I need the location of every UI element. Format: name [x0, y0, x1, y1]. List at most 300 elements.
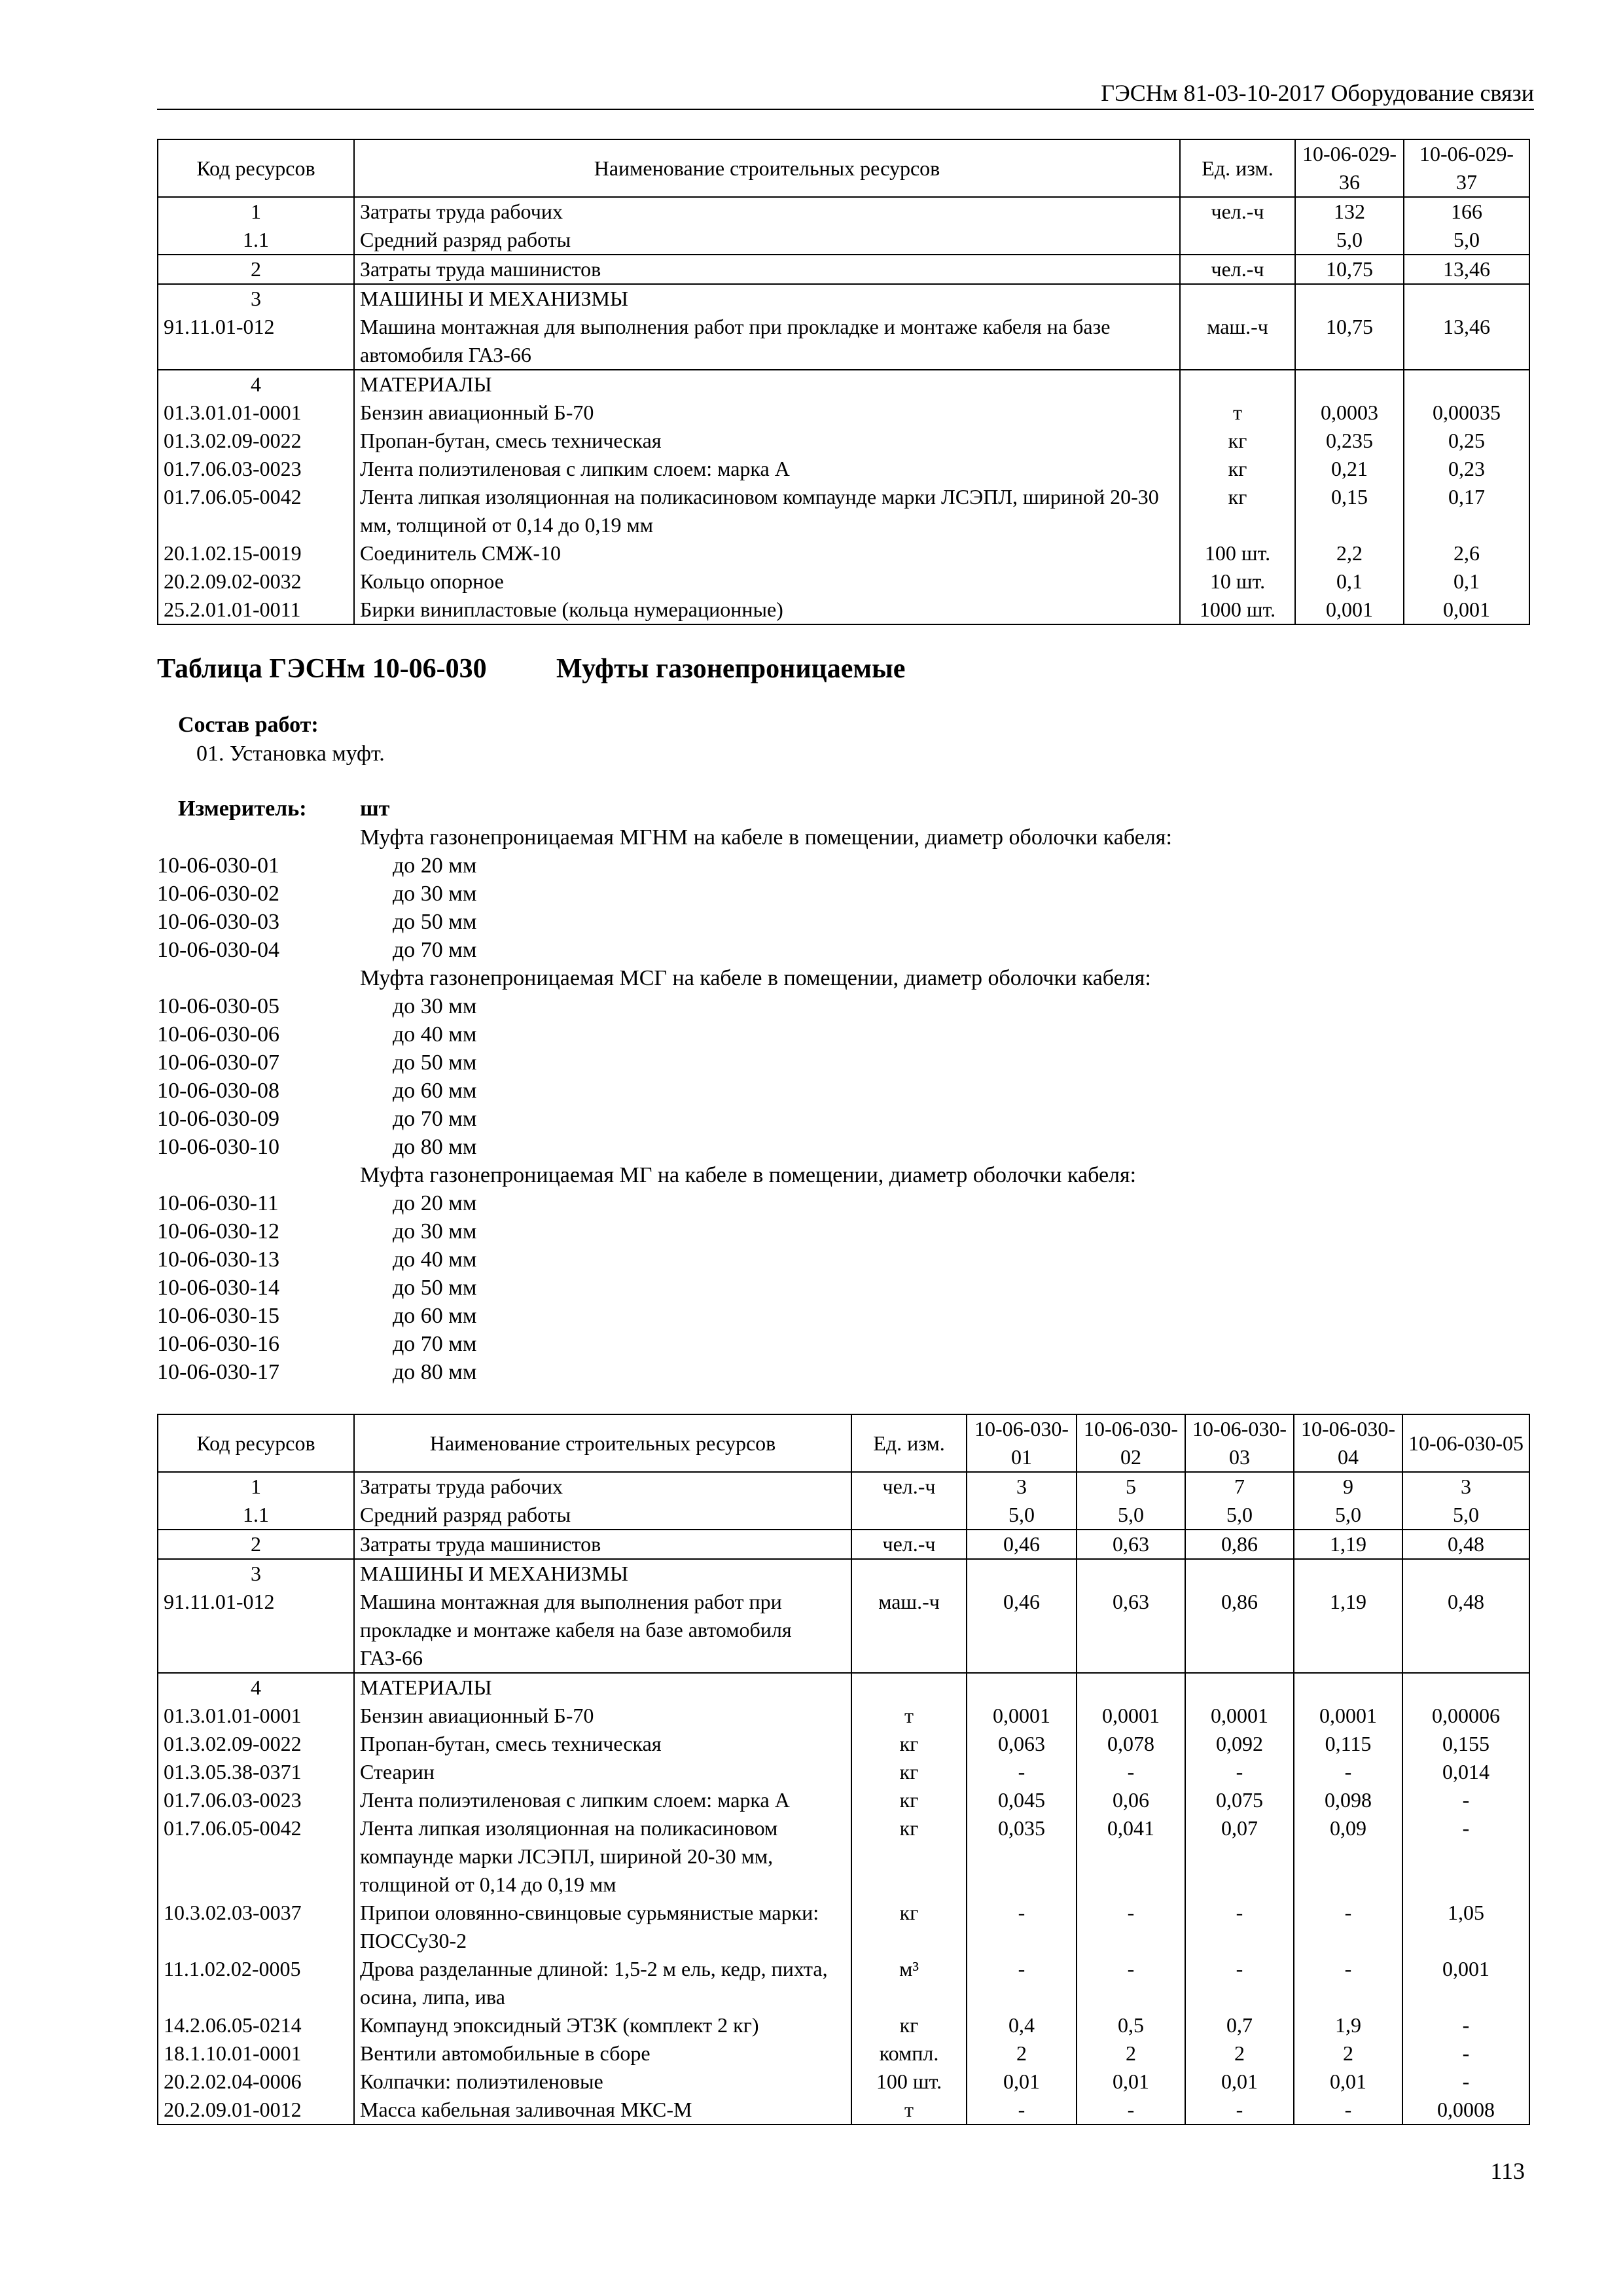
work-scope-label: Состав работ:	[178, 713, 319, 737]
resource-unit: 100 шт.	[1180, 539, 1295, 567]
resource-code: 1	[158, 1472, 354, 1501]
resource-value: 0,0001	[1185, 1702, 1294, 1730]
resource-unit	[851, 1673, 967, 1702]
table-header-row	[158, 1414, 1529, 1472]
page-number: 113	[1490, 2158, 1525, 2184]
resource-code: 20.1.02.15-0019	[158, 539, 354, 567]
norm-description: до 30 мм	[393, 994, 477, 1018]
resource-value: 0,46	[967, 1588, 1077, 1673]
resource-value: 13,46	[1404, 255, 1529, 284]
resource-value: 0,0001	[1077, 1702, 1185, 1730]
norm-description: до 60 мм	[393, 1304, 477, 1328]
list-item	[157, 908, 1531, 936]
resource-name: Затраты труда рабочих	[354, 197, 1180, 226]
table-row	[158, 399, 1529, 427]
list-item	[157, 1133, 1531, 1161]
resource-value: 1,05	[1402, 1899, 1529, 1955]
table-row	[158, 1899, 1529, 1955]
resource-unit	[1180, 226, 1295, 255]
resource-unit: кг	[851, 1899, 967, 1955]
resource-value: -	[1402, 2011, 1529, 2039]
norm-code: 10-06-030-06	[157, 1022, 279, 1047]
resource-value	[967, 1673, 1077, 1702]
resource-value: -	[1185, 1899, 1294, 1955]
resource-value: 0,00035	[1404, 399, 1529, 427]
resource-value: 5,0	[1077, 1501, 1185, 1530]
resource-value: 2	[1185, 2039, 1294, 2068]
list-item	[157, 1077, 1531, 1105]
resource-value: 0,078	[1077, 1730, 1185, 1758]
col-value-header: 10-06-029-37	[1404, 139, 1529, 197]
resource-name: Пропан-бутан, смесь техническая	[354, 427, 1180, 455]
resource-value	[1185, 1559, 1294, 1588]
resource-value	[1294, 1673, 1402, 1702]
table-row	[158, 455, 1529, 483]
resource-value: 5,0	[1185, 1501, 1294, 1530]
resource-code: 01.7.06.05-0042	[158, 483, 354, 539]
resource-unit: т	[1180, 399, 1295, 427]
resource-code: 4	[158, 1673, 354, 1702]
resource-value: -	[1294, 1899, 1402, 1955]
resource-value: 0,0001	[967, 1702, 1077, 1730]
resource-unit: 1000 шт.	[1180, 596, 1295, 624]
table-row	[158, 1530, 1529, 1559]
resource-code: 2	[158, 1530, 354, 1559]
resource-code: 1	[158, 197, 354, 226]
resource-unit	[1180, 370, 1295, 399]
norm-code: 10-06-030-05	[157, 994, 279, 1018]
list-group-header: Муфта газонепроницаемая МГНМ на кабеле в помещении, диаметр оболочки кабеля:	[360, 825, 1172, 850]
resource-name: Средний разряд работы	[354, 226, 1180, 255]
resource-value: -	[1294, 1955, 1402, 2011]
resource-unit: компл.	[851, 2039, 967, 2068]
resource-unit: маш.-ч	[1180, 313, 1295, 370]
resource-value	[1077, 1559, 1185, 1588]
resource-value: 7	[1185, 1472, 1294, 1501]
table-row	[158, 1758, 1529, 1786]
resource-code: 01.3.05.38-0371	[158, 1758, 354, 1786]
resource-name: Компаунд эпоксидный ЭТЗК (комплект 2 кг)	[354, 2011, 851, 2039]
list-item	[157, 1274, 1531, 1302]
resource-name: Лента полиэтиленовая с липким слоем: марка А	[354, 455, 1180, 483]
list-group-header: Муфта газонепроницаемая МГ на кабеле в помещении, диаметр оболочки кабеля:	[360, 1163, 1137, 1187]
resource-value: 0,01	[967, 2068, 1077, 2096]
list-item	[157, 1161, 1531, 1189]
resource-value: 0,01	[1185, 2068, 1294, 2096]
resource-name: Затраты труда рабочих	[354, 1472, 851, 1501]
col-code-header: Код ресурсов	[158, 139, 354, 197]
resource-value: 0,001	[1295, 596, 1404, 624]
resource-unit: 10 шт.	[1180, 567, 1295, 596]
col-unit-header: Ед. изм.	[851, 1414, 967, 1472]
table-row	[158, 427, 1529, 455]
list-item	[157, 936, 1531, 964]
list-item	[157, 1020, 1531, 1049]
norm-code: 10-06-030-13	[157, 1247, 279, 1272]
resource-value: -	[1402, 1814, 1529, 1899]
resource-value: 132	[1295, 197, 1404, 226]
resource-value: 1,19	[1294, 1588, 1402, 1673]
resource-value	[1402, 1673, 1529, 1702]
resource-value	[1295, 370, 1404, 399]
resource-value: -	[1294, 1758, 1402, 1786]
norm-description: до 40 мм	[393, 1247, 477, 1272]
list-item	[157, 1189, 1531, 1217]
resource-value: 0,0003	[1295, 399, 1404, 427]
resource-value: 0,46	[967, 1530, 1077, 1559]
resource-value: 0,23	[1404, 455, 1529, 483]
resource-value	[967, 1559, 1077, 1588]
resource-value	[1295, 284, 1404, 313]
resource-unit: кг	[1180, 427, 1295, 455]
resource-unit: кг	[1180, 455, 1295, 483]
resource-name: Бензин авиационный Б-70	[354, 399, 1180, 427]
resource-name: Вентили автомобильные в сборе	[354, 2039, 851, 2068]
resource-name: Бензин авиационный Б-70	[354, 1702, 851, 1730]
resource-value: -	[967, 2096, 1077, 2125]
resource-value: 0,235	[1295, 427, 1404, 455]
norm-code: 10-06-030-15	[157, 1304, 279, 1328]
col-name-header: Наименование строительных ресурсов	[354, 139, 1180, 197]
resource-value: -	[1294, 2096, 1402, 2125]
resource-value: 0,098	[1294, 1786, 1402, 1814]
resource-unit: кг	[851, 1730, 967, 1758]
resource-value: 1,19	[1294, 1530, 1402, 1559]
table-row	[158, 2096, 1529, 2125]
resource-value: 0,035	[967, 1814, 1077, 1899]
norm-description: до 50 мм	[393, 1276, 477, 1300]
resource-value: 0,075	[1185, 1786, 1294, 1814]
list-group-header: Муфта газонепроницаемая МСГ на кабеле в помещении, диаметр оболочки кабеля:	[360, 966, 1151, 990]
resource-value: 2,6	[1404, 539, 1529, 567]
norm-code: 10-06-030-14	[157, 1276, 279, 1300]
table-row	[158, 313, 1529, 370]
table-header-row	[158, 139, 1529, 197]
resource-value: 0,041	[1077, 1814, 1185, 1899]
resource-value: 0,7	[1185, 2011, 1294, 2039]
resource-value	[1404, 284, 1529, 313]
resource-value: -	[1402, 2039, 1529, 2068]
resource-value: 2,2	[1295, 539, 1404, 567]
resource-code: 3	[158, 1559, 354, 1588]
norm-description: до 20 мм	[393, 1191, 477, 1215]
norm-description: до 30 мм	[393, 1219, 477, 1244]
resource-code: 01.3.02.09-0022	[158, 1730, 354, 1758]
resource-code: 01.7.06.03-0023	[158, 1786, 354, 1814]
resource-name: Масса кабельная заливочная МКС-М	[354, 2096, 851, 2125]
resource-value: 0,092	[1185, 1730, 1294, 1758]
norm-code: 10-06-030-01	[157, 853, 279, 878]
resource-value: 0,155	[1402, 1730, 1529, 1758]
resource-code: 3	[158, 284, 354, 313]
table-row	[158, 226, 1529, 255]
resource-unit	[1180, 284, 1295, 313]
document-title: ГЭСНм 81-03-10-2017 Оборудование связи	[1101, 80, 1534, 106]
table-row	[158, 284, 1529, 313]
resource-name: Лента липкая изоляционная на поликасиновом компаунде марки ЛСЭПЛ, шириной 20-30 мм, толщиной от 0,14 до 0,19 мм	[354, 1814, 851, 1899]
list-item	[157, 1302, 1531, 1330]
resource-value: 0,063	[967, 1730, 1077, 1758]
list-item	[157, 1246, 1531, 1274]
resource-value: 0,17	[1404, 483, 1529, 539]
resources-table-030	[157, 1414, 1530, 2125]
resource-unit	[851, 1501, 967, 1530]
table-row	[158, 1702, 1529, 1730]
resource-code: 11.1.02.02-0005	[158, 1955, 354, 2011]
resource-value: -	[1402, 2068, 1529, 2096]
table-row	[158, 1588, 1529, 1673]
table-row	[158, 596, 1529, 624]
resource-name: Машина монтажная для выполнения работ при прокладке и монтаже кабеля на базе автомобиля ГАЗ-66	[354, 313, 1180, 370]
resource-name: Стеарин	[354, 1758, 851, 1786]
resource-value: 0,1	[1295, 567, 1404, 596]
resource-value: 3	[967, 1472, 1077, 1501]
norm-description: до 40 мм	[393, 1022, 477, 1047]
resource-value: 0,06	[1077, 1786, 1185, 1814]
resource-value: 2	[967, 2039, 1077, 2068]
resource-code: 91.11.01-012	[158, 313, 354, 370]
table-row	[158, 1814, 1529, 1899]
resource-unit: т	[851, 1702, 967, 1730]
resource-value: 5,0	[1294, 1501, 1402, 1530]
resource-value: -	[1185, 1758, 1294, 1786]
resource-name: Дрова разделанные длиной: 1,5-2 м ель, кедр, пихта, осина, липа, ива	[354, 1955, 851, 2011]
resource-value: 0,0001	[1294, 1702, 1402, 1730]
list-item	[157, 1049, 1531, 1077]
resource-value: 0,001	[1402, 1955, 1529, 2011]
resource-value: 5,0	[1402, 1501, 1529, 1530]
norm-code: 10-06-030-10	[157, 1135, 279, 1159]
norm-code: 10-06-030-04	[157, 938, 279, 962]
resource-code: 20.2.02.04-0006	[158, 2068, 354, 2096]
resource-code: 91.11.01-012	[158, 1588, 354, 1673]
norm-code: 10-06-030-02	[157, 882, 279, 906]
resource-code: 20.2.09.01-0012	[158, 2096, 354, 2125]
resource-name: Средний разряд работы	[354, 1501, 851, 1530]
resource-code: 01.3.01.01-0001	[158, 399, 354, 427]
resource-code: 25.2.01.01-0011	[158, 596, 354, 624]
norm-description: до 50 мм	[393, 1050, 477, 1075]
resource-value: 0,09	[1294, 1814, 1402, 1899]
resource-unit: м³	[851, 1955, 967, 2011]
norm-code: 10-06-030-12	[157, 1219, 279, 1244]
table-row	[158, 197, 1529, 226]
resource-name: МАШИНЫ И МЕХАНИЗМЫ	[354, 1559, 851, 1588]
norm-description: до 30 мм	[393, 882, 477, 906]
resource-name: Пропан-бутан, смесь техническая	[354, 1730, 851, 1758]
resource-value: 0,001	[1404, 596, 1529, 624]
resource-code: 10.3.02.03-0037	[158, 1899, 354, 1955]
resource-value: 0,63	[1077, 1530, 1185, 1559]
resource-value: 0,21	[1295, 455, 1404, 483]
resource-value: 0,115	[1294, 1730, 1402, 1758]
resource-value: -	[1077, 1758, 1185, 1786]
resource-value	[1294, 1559, 1402, 1588]
resource-value: 0,15	[1295, 483, 1404, 539]
table-row	[158, 1786, 1529, 1814]
norm-code: 10-06-030-03	[157, 910, 279, 934]
resource-unit: кг	[851, 1814, 967, 1899]
resource-value: -	[1077, 1899, 1185, 1955]
resource-value: -	[1185, 1955, 1294, 2011]
resource-value: 0,01	[1294, 2068, 1402, 2096]
resource-name: Припои оловянно-свинцовые сурьмянистые марки: ПОССу30-2	[354, 1899, 851, 1955]
resource-value: 0,25	[1404, 427, 1529, 455]
resource-value: 0,045	[967, 1786, 1077, 1814]
table-row	[158, 2068, 1529, 2096]
resource-value: 10,75	[1295, 255, 1404, 284]
resource-value: 0,01	[1077, 2068, 1185, 2096]
resource-unit: кг	[851, 2011, 967, 2039]
resource-value: 5,0	[1404, 226, 1529, 255]
table-row	[158, 1472, 1529, 1501]
resource-unit: 100 шт.	[851, 2068, 967, 2096]
resource-value: 0,4	[967, 2011, 1077, 2039]
resource-value: 0,86	[1185, 1588, 1294, 1673]
resource-code: 01.3.02.09-0022	[158, 427, 354, 455]
resource-name: Колпачки: полиэтиленовые	[354, 2068, 851, 2096]
table-name: Муфты газонепроницаемые	[556, 654, 906, 684]
resource-unit: чел.-ч	[1180, 255, 1295, 284]
col-value-header: 10-06-030-01	[967, 1414, 1077, 1472]
table-row	[158, 2011, 1529, 2039]
resource-unit	[851, 1559, 967, 1588]
resource-value: 0,014	[1402, 1758, 1529, 1786]
resource-value: 166	[1404, 197, 1529, 226]
resource-name: Затраты труда машинистов	[354, 1530, 851, 1559]
resource-unit: кг	[1180, 483, 1295, 539]
resource-code: 18.1.10.01-0001	[158, 2039, 354, 2068]
norm-description: до 20 мм	[393, 853, 477, 878]
resource-value: 0,1	[1404, 567, 1529, 596]
norm-description: до 50 мм	[393, 910, 477, 934]
resource-value: 0,00006	[1402, 1702, 1529, 1730]
resource-value: 5,0	[1295, 226, 1404, 255]
resource-value: -	[967, 1899, 1077, 1955]
resource-value: 0,48	[1402, 1530, 1529, 1559]
resource-code: 1.1	[158, 1501, 354, 1530]
list-item	[157, 823, 1531, 852]
col-value-header: 10-06-030-03	[1185, 1414, 1294, 1472]
resource-value: -	[1077, 2096, 1185, 2125]
table-row	[158, 539, 1529, 567]
resource-value: 5,0	[967, 1501, 1077, 1530]
resource-value	[1402, 1559, 1529, 1588]
resource-name: Соединитель СМЖ-10	[354, 539, 1180, 567]
list-item	[157, 1358, 1531, 1386]
resource-value: 13,46	[1404, 313, 1529, 370]
list-item	[157, 992, 1531, 1020]
measure-unit: шт	[360, 797, 390, 821]
resource-value: -	[1185, 2096, 1294, 2125]
resource-value	[1185, 1673, 1294, 1702]
resource-code: 2	[158, 255, 354, 284]
work-scope-item: 01. Установка муфт.	[196, 742, 385, 766]
table-row	[158, 1955, 1529, 2011]
resource-unit: кг	[851, 1786, 967, 1814]
resource-value: 0,07	[1185, 1814, 1294, 1899]
resource-name: МАТЕРИАЛЫ	[354, 1673, 851, 1702]
resource-code: 01.7.06.03-0023	[158, 455, 354, 483]
resource-value: 10,75	[1295, 313, 1404, 370]
resource-value: -	[1402, 1786, 1529, 1814]
resource-code: 4	[158, 370, 354, 399]
norm-description: до 80 мм	[393, 1135, 477, 1159]
resource-value: 0,0008	[1402, 2096, 1529, 2125]
resource-value: 2	[1077, 2039, 1185, 2068]
measure-label: Измеритель:	[178, 797, 307, 821]
list-item	[157, 1330, 1531, 1358]
resource-code: 01.3.01.01-0001	[158, 1702, 354, 1730]
norm-code: 10-06-030-07	[157, 1050, 279, 1075]
resource-name: МАТЕРИАЛЫ	[354, 370, 1180, 399]
resource-name: Кольцо опорное	[354, 567, 1180, 596]
resource-value: 0,63	[1077, 1588, 1185, 1673]
norm-description: до 70 мм	[393, 1332, 477, 1356]
resource-unit: чел.-ч	[1180, 197, 1295, 226]
resource-value: 2	[1294, 2039, 1402, 2068]
resource-value: 0,5	[1077, 2011, 1185, 2039]
table-row	[158, 255, 1529, 284]
table-row	[158, 567, 1529, 596]
resource-value	[1404, 370, 1529, 399]
resource-code: 01.7.06.05-0042	[158, 1814, 354, 1899]
resource-value: -	[1077, 1955, 1185, 2011]
resources-table-029	[157, 139, 1530, 625]
resource-value: -	[967, 1758, 1077, 1786]
norm-description: до 80 мм	[393, 1360, 477, 1384]
col-value-header: 10-06-030-02	[1077, 1414, 1185, 1472]
resource-name: Лента полиэтиленовая с липким слоем: марка А	[354, 1786, 851, 1814]
norm-code: 10-06-030-11	[157, 1191, 279, 1215]
table-title	[157, 651, 905, 687]
resource-name: Лента липкая изоляционная на поликасиновом компаунде марки ЛСЭПЛ, шириной 20-30 мм, толщиной от 0,14 до 0,19 мм	[354, 483, 1180, 539]
norm-code: 10-06-030-09	[157, 1107, 279, 1131]
norm-description: до 60 мм	[393, 1079, 477, 1103]
norm-code: 10-06-030-08	[157, 1079, 279, 1103]
resource-value	[1077, 1673, 1185, 1702]
col-value-header: 10-06-030-04	[1294, 1414, 1402, 1472]
col-code-header: Код ресурсов	[158, 1414, 354, 1472]
resource-value: 9	[1294, 1472, 1402, 1501]
table-row	[158, 2039, 1529, 2068]
table-row	[158, 1559, 1529, 1588]
resource-code: 1.1	[158, 226, 354, 255]
resource-name: Машина монтажная для выполнения работ при прокладке и монтаже кабеля на базе автомобиля ГАЗ-66	[354, 1588, 851, 1673]
col-value-header: 10-06-029-36	[1295, 139, 1404, 197]
resource-code: 14.2.06.05-0214	[158, 2011, 354, 2039]
resource-value: 0,86	[1185, 1530, 1294, 1559]
table-row	[158, 1673, 1529, 1702]
col-value-header: 10-06-030-05	[1402, 1414, 1529, 1472]
table-row	[158, 370, 1529, 399]
resource-unit: чел.-ч	[851, 1472, 967, 1501]
table-row	[158, 1501, 1529, 1530]
list-item	[157, 1105, 1531, 1133]
norm-description: до 70 мм	[393, 1107, 477, 1131]
resource-value: 0,48	[1402, 1588, 1529, 1673]
resource-unit: чел.-ч	[851, 1530, 967, 1559]
resource-unit: т	[851, 2096, 967, 2125]
resource-name: МАШИНЫ И МЕХАНИЗМЫ	[354, 284, 1180, 313]
resource-value: 3	[1402, 1472, 1529, 1501]
list-item	[157, 1217, 1531, 1246]
resource-name: Бирки винипластовые (кольца нумерационные)	[354, 596, 1180, 624]
resource-code: 20.2.09.02-0032	[158, 567, 354, 596]
norm-code: 10-06-030-17	[157, 1360, 279, 1384]
norm-code: 10-06-030-16	[157, 1332, 279, 1356]
col-unit-header: Ед. изм.	[1180, 139, 1295, 197]
